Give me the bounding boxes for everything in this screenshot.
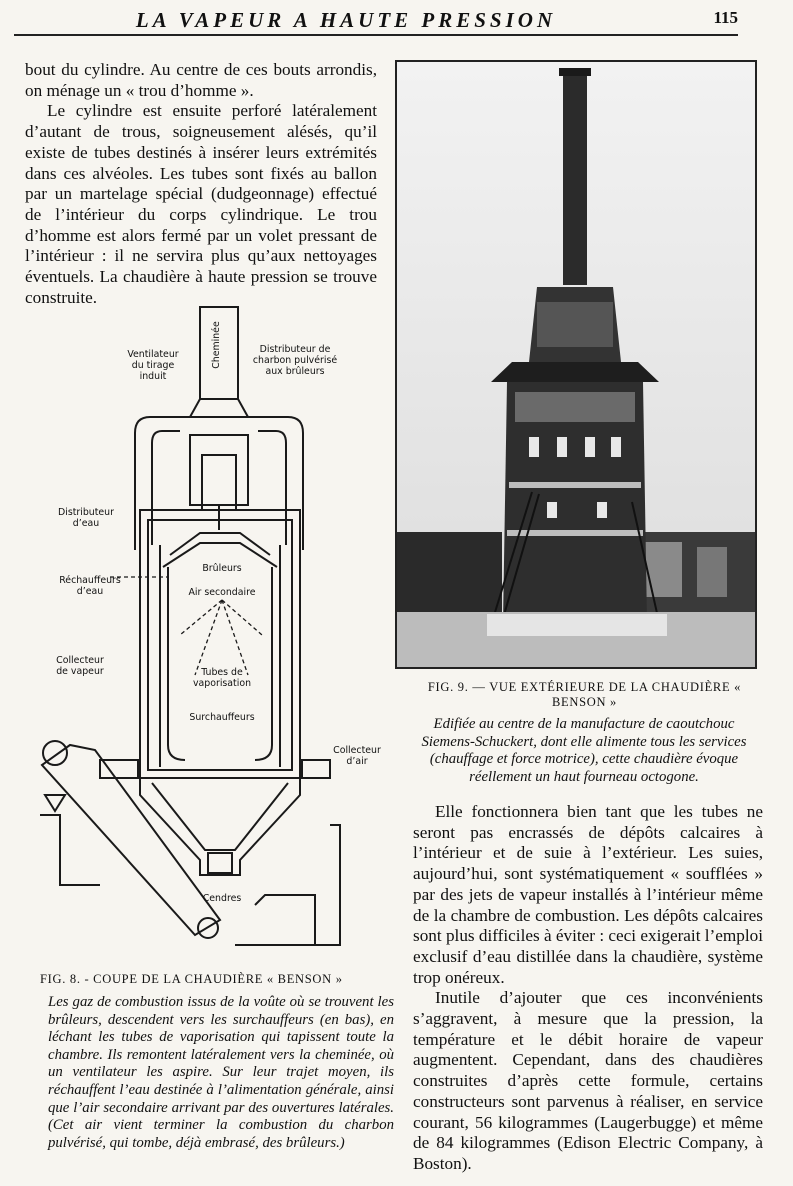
figure-8-boiler-section <box>40 305 396 960</box>
paragraph: Elle fonctionnera bien tant que les tubes ne seront pas encrassés de dépôts calcaires à l’intérieur et de suie à l’extérieur. Les suies, aujourd’hui, sont systématiquement « soufflées » par des jets de vapeur installés à l’intérieur même de la chambre de combustion. Les dépôts calcaires sont plus difficiles à éviter : ceci exigerait l’emploi exclusif d’eau distillée dans la chaudière, système trop onéreux. <box>413 802 764 987</box>
label-collecteur-air-2: d’air <box>346 756 368 767</box>
label-rechauffeurs-1: Réchauffeurs <box>59 575 121 586</box>
label-distrib-charbon-3: aux brûleurs <box>265 366 325 377</box>
running-title: LA VAPEUR A HAUTE PRESSION <box>135 8 557 32</box>
label-ventilateur-1: Ventilateur <box>127 349 179 360</box>
label-cheminee: Cheminée <box>211 321 222 369</box>
figure-9-title: FIG. 9. — VUE EXTÉRIEURE DE LA CHAUDIÈRE « BENSON » <box>427 680 742 709</box>
label-surchauffeurs: Surchauffeurs <box>189 712 255 723</box>
label-collecteur-air-1: Collecteur <box>333 745 381 756</box>
label-ventilateur-2: du tirage <box>131 360 175 371</box>
figure-8-title: FIG. 8. - COUPE DE LA CHAUDIÈRE « BENSON » <box>40 972 343 986</box>
label-tubes-1: Tubes de <box>201 667 243 678</box>
figure-9-photograph <box>395 60 757 669</box>
boiler-section-drawing <box>40 305 396 960</box>
label-cendres: Cendres <box>202 893 242 904</box>
label-distrib-charbon-2: charbon pulvérisé <box>252 355 338 366</box>
paragraph: Le cylindre est ensuite perforé latéralement d’autant de trous, soigneusement alésés, qu’il existe de tubes destinés à insérer leurs extrémités dans ces alvéoles. Les tubes sont fixés au ballon par un martelage spécial (dudgeonnage) effectué de l’intérieur du corps cylindrique. Le trou d’homme est alors fermé par un volet pressant de l’intérieur : il ne servira plus qu’aux nettoyages éventuels. La chaudière à haute pression se trouve construite. <box>25 101 377 307</box>
boiler-tower-image <box>397 62 755 667</box>
paragraph: bout du cylindre. Au centre de ces bouts arrondis, on ménage un « trou d’homme ». <box>25 60 377 100</box>
label-distrib-eau-1: Distributeur <box>58 507 114 518</box>
page-number: 115 <box>713 8 738 27</box>
running-header <box>14 8 738 36</box>
left-column-text <box>25 60 377 308</box>
label-ventilateur-3: induit <box>139 371 167 382</box>
label-distrib-eau-2: d’eau <box>72 518 100 529</box>
label-distrib-charbon-1: Distributeur de <box>259 344 331 355</box>
label-collecteur-vapeur-2: de vapeur <box>56 666 104 677</box>
right-column-text <box>413 802 763 1175</box>
label-bruleurs: Brûleurs <box>202 563 242 574</box>
paragraph: Inutile d’ajouter que ces inconvénients s’aggravent, à mesure que la pression, la température et le débit horaire de vapeur augmentent. Cependant, dans des chaudières construites d’après cette formule, certains constructeurs sont parvenus à réaliser, en service courant, 56 kilogrammes (Laugerbugge) et même de 84 kilogrammes (Edison Electric Company, à Boston). <box>413 988 763 1173</box>
label-rechauffeurs-2: d’eau <box>76 586 104 597</box>
label-air-secondaire: Air secondaire <box>188 587 256 598</box>
label-tubes-2: vaporisation <box>192 678 252 689</box>
figure-9-caption: Edifiée au centre de la manufacture de caoutchouc Siemens-Schuckert, dont elle alimente tous les services (chauffage et force motrice), cette chaudière évoque réellement un haut fourneau octogone. <box>421 716 747 785</box>
figure-8-caption: Les gaz de combustion issus de la voûte où se trouvent les brûleurs, descendent vers les surchauffeurs (en bas), en léchant les tubes de vaporisation qui tapissent toute la chambre. Ils remontent latéralement vers la cheminée, où un ventilateur les aspire. Sur leur trajet moyen, ils réchauffent l’eau destinée à l’alimentation générale, ainsi que l’air secondaire arrivant par des ouvertures latérales. (Cet air vient terminer la combustion du charbon pulvérisé, qui tombe, déjà embrasé, des brûleurs.) <box>48 994 394 1151</box>
label-collecteur-vapeur-1: Collecteur <box>56 655 104 666</box>
